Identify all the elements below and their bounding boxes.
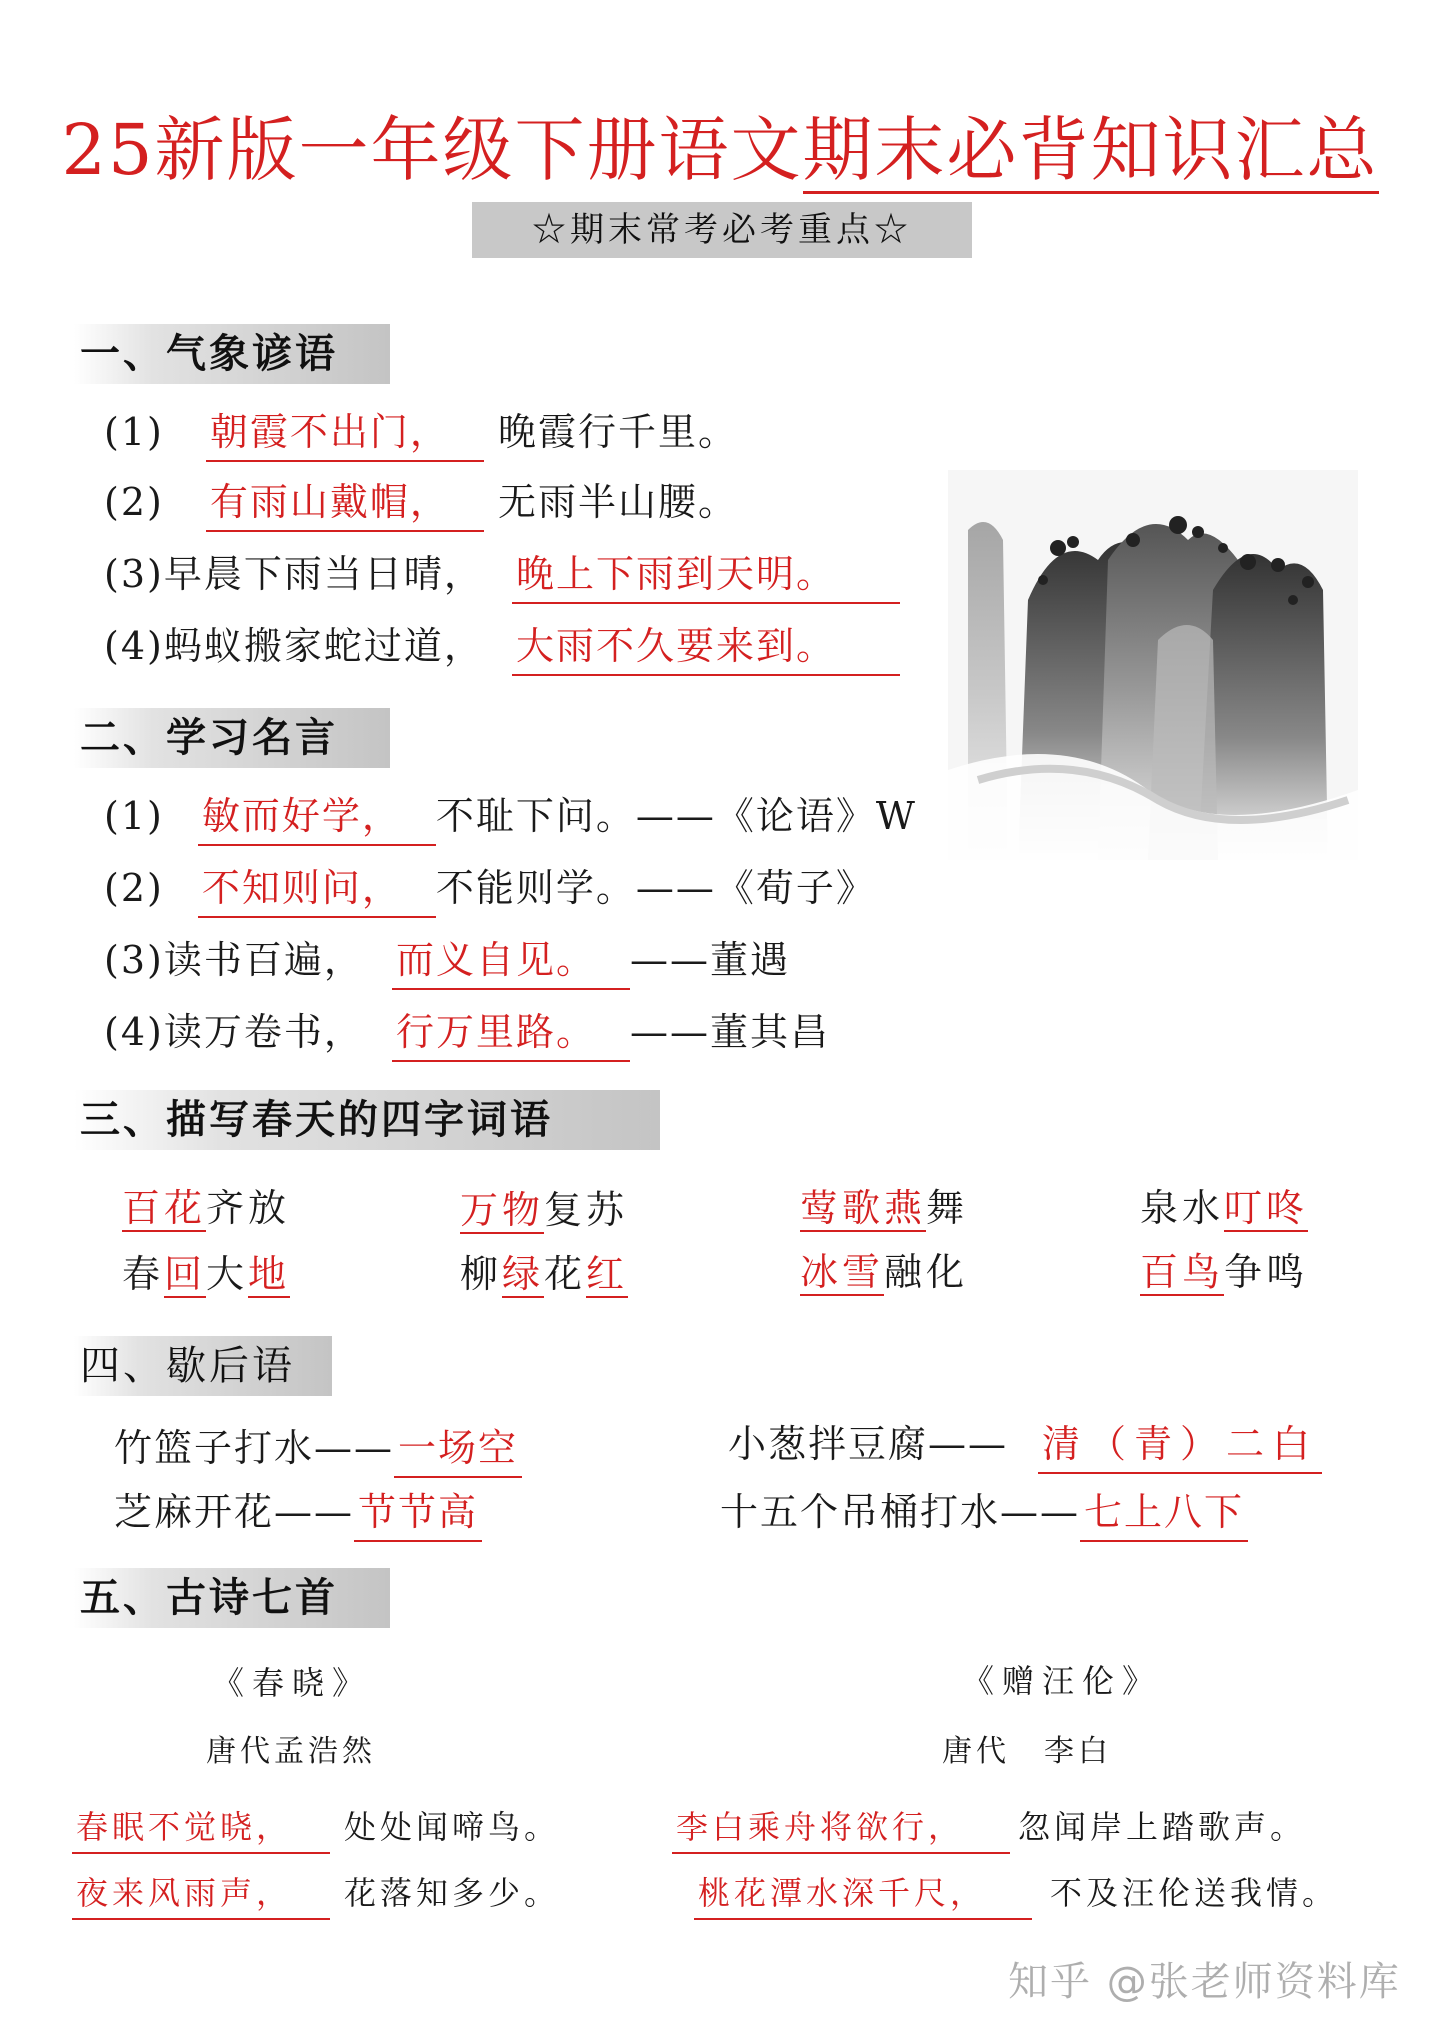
poem-blank: 夜来风雨声， bbox=[72, 1868, 330, 1920]
word-red: 莺歌燕 bbox=[800, 1186, 927, 1230]
word-7 bbox=[800, 1244, 968, 1300]
item-number: (4) bbox=[104, 624, 164, 668]
xiehouyu-3 bbox=[114, 1484, 482, 1542]
word-8 bbox=[1140, 1244, 1308, 1300]
item-text: 晚霞行千里。 bbox=[498, 410, 739, 454]
word-red: 万物 bbox=[460, 1188, 545, 1232]
xiehouyu-riddle: 小葱拌豆腐—— bbox=[728, 1422, 1009, 1466]
word-black: 舞 bbox=[926, 1186, 969, 1230]
poem-1-author: 唐代孟浩然 bbox=[206, 1734, 376, 1769]
page-title bbox=[0, 108, 1440, 192]
answer-blank: 晚上下雨到天明。 bbox=[512, 546, 900, 604]
xiehouyu-4 bbox=[720, 1484, 1248, 1542]
item-number: (1) bbox=[104, 794, 164, 838]
section-1-heading: 一、气象谚语 bbox=[74, 324, 390, 384]
word-red: 冰雪 bbox=[800, 1250, 885, 1294]
word-red: 叮咚 bbox=[1224, 1186, 1309, 1230]
word-6 bbox=[460, 1246, 628, 1302]
word-red: 百鸟 bbox=[1140, 1250, 1225, 1294]
xiehouyu-answer: 七上八下 bbox=[1080, 1484, 1248, 1542]
word-black: 争鸣 bbox=[1224, 1250, 1309, 1294]
s1-item-2 bbox=[104, 474, 738, 532]
s2-item-3 bbox=[104, 932, 790, 990]
section-3-heading: 三、描写春天的四字词语 bbox=[74, 1090, 660, 1150]
word-black: 花 bbox=[544, 1252, 587, 1296]
item-text: 无雨半山腰。 bbox=[498, 480, 739, 524]
word-red: 绿 bbox=[502, 1252, 545, 1296]
answer-blank: 敏而好学， bbox=[198, 788, 436, 846]
poem-text: 忽闻岸上踏歌声。 bbox=[1018, 1808, 1307, 1846]
poem-text: 不及汪伦送我情。 bbox=[1050, 1874, 1339, 1912]
word-black: 柳 bbox=[460, 1252, 503, 1296]
answer-blank: 而义自见。 bbox=[392, 932, 630, 990]
item-text: 早晨下雨当日晴， bbox=[163, 552, 484, 596]
poem-text: 处处闻啼鸟。 bbox=[344, 1808, 561, 1846]
title-part1: 25新版一年级下册语文 bbox=[61, 109, 803, 191]
watermark-text: 知乎 @张老师资料库 bbox=[1008, 1959, 1401, 2005]
xiehouyu-riddle: 竹篮子打水—— bbox=[114, 1426, 395, 1470]
poem-1-title: 《春晓》 bbox=[212, 1664, 373, 1702]
word-red: 红 bbox=[586, 1252, 629, 1296]
xiehouyu-riddle: 十五个吊桶打水—— bbox=[720, 1490, 1081, 1534]
s1-item-3 bbox=[104, 546, 900, 604]
item-number: (3) bbox=[104, 552, 164, 596]
word-4 bbox=[1140, 1180, 1308, 1236]
item-text: 蚂蚁搬家蛇过道， bbox=[163, 624, 484, 668]
poem-blank: 李白乘舟将欲行， bbox=[672, 1802, 1010, 1854]
xiehouyu-2 bbox=[728, 1416, 1322, 1474]
poem-blank: 春眠不觉晓， bbox=[72, 1802, 330, 1854]
word-red: 地 bbox=[248, 1252, 291, 1296]
word-5 bbox=[122, 1246, 290, 1302]
answer-blank: 行万里路。 bbox=[392, 1004, 630, 1062]
s1-item-4 bbox=[104, 618, 900, 676]
word-1 bbox=[122, 1180, 290, 1236]
item-number: (3) bbox=[104, 938, 164, 982]
poem-2-author: 唐代 李白 bbox=[942, 1734, 1112, 1769]
poem-2-line-2 bbox=[694, 1868, 1338, 1920]
word-black: 大 bbox=[206, 1252, 249, 1296]
item-text: 不耻下问。——《论语》W bbox=[435, 794, 917, 838]
s2-item-2 bbox=[104, 860, 876, 918]
section-2-heading: 二、学习名言 bbox=[74, 708, 390, 768]
item-text: ——董遇 bbox=[629, 938, 790, 982]
word-black: 复苏 bbox=[544, 1188, 629, 1232]
poem-1-line-1 bbox=[72, 1802, 560, 1854]
poem-2-title: 《赠汪伦》 bbox=[962, 1662, 1163, 1700]
xiehouyu-answer: 节节高 bbox=[354, 1484, 482, 1542]
word-black: 齐放 bbox=[206, 1186, 291, 1230]
xiehouyu-1 bbox=[114, 1420, 522, 1478]
poem-1-line-2 bbox=[72, 1868, 560, 1920]
answer-blank: 不知则问， bbox=[198, 860, 436, 918]
word-red: 百花 bbox=[122, 1186, 207, 1230]
s2-item-4 bbox=[104, 1004, 830, 1062]
word-3 bbox=[800, 1180, 968, 1236]
xiehouyu-riddle: 芝麻开花—— bbox=[114, 1490, 355, 1534]
item-number: (2) bbox=[104, 480, 164, 524]
item-text: ——董其昌 bbox=[629, 1010, 830, 1054]
answer-blank: 朝霞不出门， bbox=[206, 404, 484, 462]
xiehouyu-answer: 一场空 bbox=[394, 1420, 522, 1478]
word-red: 回 bbox=[164, 1252, 207, 1296]
item-number: (1) bbox=[104, 410, 164, 454]
s1-item-1 bbox=[104, 404, 738, 462]
item-text: 不能则学。——《荀子》 bbox=[435, 866, 876, 910]
item-text: 读书百遍， bbox=[163, 938, 364, 982]
word-black: 泉水 bbox=[1140, 1186, 1225, 1230]
poem-text: 花落知多少。 bbox=[344, 1874, 561, 1912]
word-2 bbox=[460, 1182, 628, 1238]
word-black: 融化 bbox=[884, 1250, 969, 1294]
poem-2-line-1 bbox=[672, 1802, 1306, 1854]
poem-blank: 桃花潭水深千尺， bbox=[694, 1868, 1032, 1920]
item-number: (4) bbox=[104, 1010, 164, 1054]
title-part2: 期末必背知识汇总 bbox=[803, 109, 1379, 194]
item-text: 读万卷书， bbox=[163, 1010, 364, 1054]
subtitle-banner: ☆期末常考必考重点☆ bbox=[472, 202, 972, 258]
mountain-painting-image bbox=[948, 470, 1358, 860]
s2-item-1 bbox=[104, 788, 917, 846]
answer-blank: 有雨山戴帽， bbox=[206, 474, 484, 532]
section-5-heading: 五、古诗七首 bbox=[74, 1568, 390, 1628]
xiehouyu-answer: 清（青）二白 bbox=[1038, 1416, 1322, 1474]
item-number: (2) bbox=[104, 866, 164, 910]
word-black: 春 bbox=[122, 1252, 165, 1296]
answer-blank: 大雨不久要来到。 bbox=[512, 618, 900, 676]
section-4-heading: 四、歇后语 bbox=[74, 1336, 332, 1396]
